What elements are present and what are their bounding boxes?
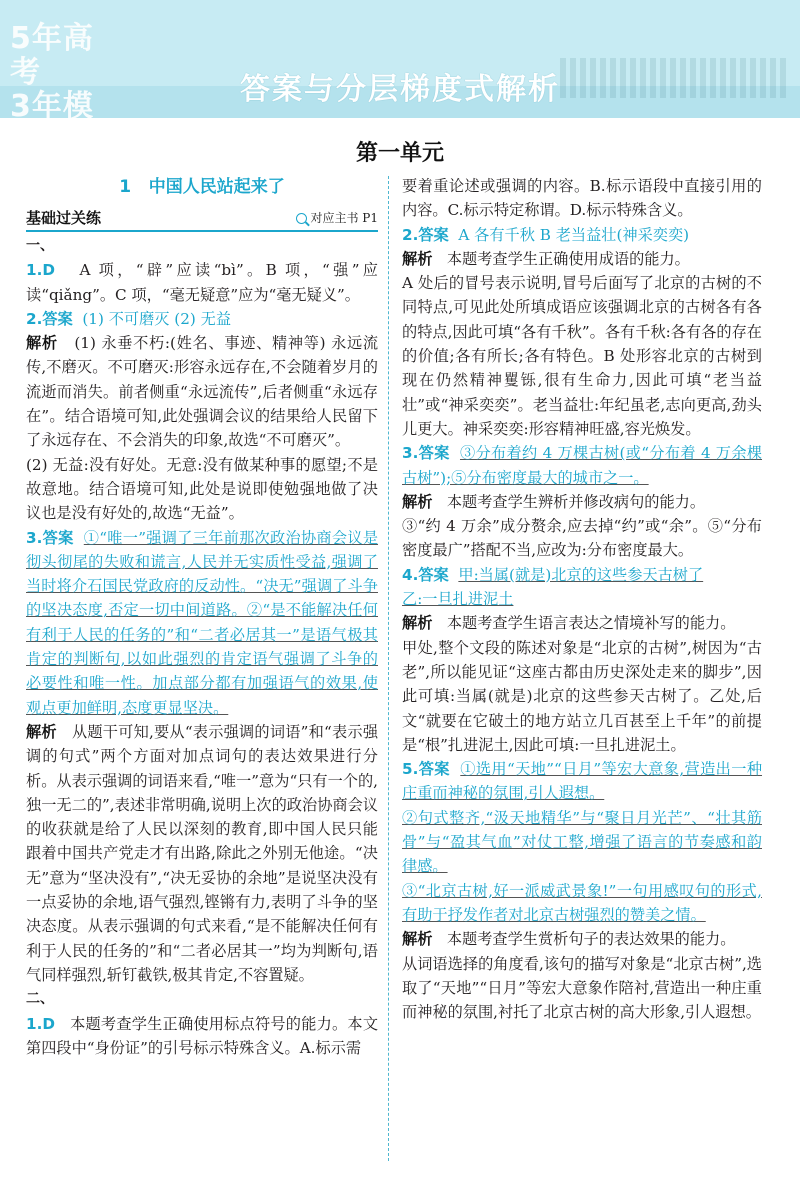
analysis-label: 解析 — [26, 334, 58, 353]
magnifier-icon — [296, 213, 307, 224]
unit-title: 第一单元 — [355, 141, 444, 166]
r-question-3-analysis-body: ③“约 4 万余”成分赘余,应去掉“约”或“余”。⑤“分布密度最广”搭配不当,应改为:分布密度最大。 — [402, 517, 762, 560]
analysis-label: 解析 — [26, 722, 57, 741]
answer-label: 答案 — [42, 309, 73, 328]
answer-text-1: ①选用“天地”“日月”等宏大意象,营造出一种庄重而神秘的氛围,引人遐想。 — [402, 760, 763, 803]
part-one-label: 一、 — [26, 238, 54, 254]
section-header — [26, 206, 378, 232]
lesson-name: 中国人民站起来了 — [148, 177, 285, 197]
question-3-analysis — [26, 720, 378, 987]
answer-label: 答案 — [418, 760, 450, 779]
answer-text: ①“唯一”强调了三年前那次政治协商会议是彻头彻尾的失败和谎言,人民并无实质性受益,强调了当时将介石国民党政府的反动性。“决无”强调了斗争的坚决态度,否定一切中间道路。②“是不能解决任何有利于人民的任务的”和“二者必居其一”是语气极其肯定的判断句,以如此强烈的肯定语气强调了斗争的必要性和唯一性。加点部分都有加强语气的效果,使观点更加鲜明,态度更显坚决。 — [26, 528, 379, 717]
question-1: 1.D A 项，“辟”应读“bì”。B 项，“强”应读“qiǎng”。C 项，“毫无疑意”应为“毫无疑义”。 — [26, 261, 378, 304]
analysis-intro: 本题考查学生语言表达之情境补写的能力。 — [446, 614, 736, 633]
answer-label: 答案 — [418, 565, 449, 584]
analysis-text: 从题干可知,要从“表示强调的词语”和“表示强调的句式”两个方面对加点词句的表达效果进行分析。从表示强调的词语来看,“唯一”意为“只有一个的,独一无二的”,表述非常明确,说明上次的政治协商会议的收获就是给了人民以深刻的教育,即中国人民只能跟着中国共产党走才有出路,除此之外别无他途。“决无”意为“坚决没有”,“决无妥协的余地”是说坚决没有一点妥协的余地,语气强烈,铿锵有力,表明了斗争的坚决态度。从表示强调的句式来看,“是不能解决任何有利于人民的任务的”和“二者必居其一”均为判断句,语气同样强烈,斩钉截铁,极其肯定,不容置疑。 — [26, 722, 379, 984]
r-question-4-analysis — [402, 611, 762, 635]
question-2-answer: 2.答案 (1) 不可磨灭 (2) 无益 — [26, 309, 232, 328]
answer-label: 答案 — [418, 444, 450, 463]
analysis-label: 解析 — [402, 492, 433, 511]
analysis-intro: 本题考查学生辨析并修改病句的能力。 — [446, 492, 706, 511]
explanation-text: A 项，“辟”应读“bì”。B 项，“强”应读“qiǎng”。C 项，“毫无疑意”应为“毫无疑义”。 — [26, 261, 378, 304]
answer-label: 答案 — [418, 225, 449, 244]
answer-letter: D — [42, 261, 55, 280]
r-question-5-answer-3 — [402, 879, 762, 928]
explanation-text: 本题考查学生正确使用标点符号的能力。本文第四段中“身份证”的引号标示特殊含义。A.标示需 — [26, 1014, 378, 1057]
r-question-4-analysis-body: 甲处,整个文段的陈述对象是“北京的古树”,树因为“古老”,所以能见证“这座古都由历史深处走来的脚步”,因此可填:当属(就是)北京的这些参天古树了。乙处,后文“就要在它破土的地方站立几百甚至上千年”的前提是“根”扎进泥土,因此可填:一旦扎进泥土。 — [402, 638, 762, 754]
question-2-1: 1.D 本题考查学生正确使用标点符号的能力。本文第四段中“身份证”的引号标示特殊含义。A.标示需 — [26, 1014, 378, 1057]
r-question-5-analysis — [402, 927, 762, 951]
answer-text-3: ③“北京古树,好一派威武景象!”一句用感叹句的形式,有助于抒发作者对北京古树强烈的赞美之情。 — [402, 881, 762, 924]
question-2-analysis — [26, 331, 378, 452]
right-column — [402, 174, 762, 1024]
answer-text: A 各有千秋 B 老当益壮(神采奕奕) — [458, 225, 690, 244]
answer-text-b: 乙:一旦扎进泥土 — [402, 590, 514, 609]
analysis-intro: 本题考查学生正确使用成语的能力。 — [446, 249, 690, 268]
r-question-5-answer: 5.答案 ①选用“天地”“日月”等宏大意象,营造出一种庄重而神秘的氛围,引人遐想。 — [402, 760, 763, 803]
answer-letter: D — [42, 1014, 55, 1033]
answer-label: 答案 — [42, 528, 74, 547]
analysis-intro: 本题考查学生赏析句子的表达效果的能力。 — [446, 930, 736, 949]
analysis-label: 解析 — [402, 930, 433, 949]
answer-text: ③分布着约 4 万棵古树(或“分布着 4 万余棵古树”);⑤分布密度最大的城市之一。 — [402, 444, 763, 487]
r-question-2-answer: 2.答案 A 各有千秋 B 老当益壮(神采奕奕) — [402, 225, 690, 244]
r-question-2-analysis-body: A 处后的冒号表示说明,冒号后面写了北京的古树的不同特点,可见此处所填成语应该强调北京的古树各有各的特点,因此可填“各有千秋”。各有千秋:各有各的存在的价值;各有所长;各有特色。B 处形容北京的古树到现在仍然精神矍铄,很有生命力,因此可填“老当益壮”或“神采奕奕”。老当益壮:年纪虽老,志向更高,劲头儿更大。神采奕奕:形容精神旺盛,容光焕发。 — [402, 274, 762, 438]
r-question-3-answer: 3.答案 ③分布着约 4 万棵古树(或“分布着 4 万余棵古树”);⑤分布密度最大的城市之一。 — [402, 444, 763, 487]
section-ref-text: 对应主书 P1 — [310, 210, 378, 225]
analysis-label: 解析 — [402, 249, 433, 268]
answer-text-a: 甲:当属(就是)北京的这些参天古树了 — [458, 565, 704, 584]
section-title: 基础过关练 — [26, 208, 102, 227]
answer-text: (1) 不可磨灭 (2) 无益 — [82, 309, 232, 328]
r-question-5-analysis-body: 从词语选择的角度看,该句的描写对象是“北京古树”,选取了“天地”“日月”等宏大意象作陪衬,营造出一种庄重而神秘的氛围,衬托了北京古树的高大形象,引人遐想。 — [402, 954, 762, 1022]
r-question-2-analysis — [402, 247, 762, 271]
r-question-5-answer-2 — [402, 806, 762, 879]
part-two-label: 二、 — [26, 991, 54, 1008]
lesson-title — [26, 174, 378, 200]
r-question-3-analysis — [402, 490, 762, 514]
section-ref — [296, 206, 378, 230]
question-3-answer: 3.答案 ①“唯一”强调了三年前那次政治协商会议是彻头彻尾的失败和谎言,人民并无实质性受益,强调了当时将介石国民党政府的反动性。“决无”强调了斗争的坚决态度,否定一切中间道路。②“是不能解决任何有利于人民的任务的”和“二者必居其一”是语气极其肯定的判断句,以如此强烈的肯定语气强调了斗争的必要性和唯一性。加点部分都有加强语气的效果,使观点更加鲜明,态度更显坚决。 — [26, 528, 379, 717]
page-title: 答案与分层梯度式解析 — [240, 72, 560, 107]
logo-line2: 3年模拟 — [10, 89, 94, 158]
question-2-analysis-2: (2) 无益:没有好处。无意:没有做某种事的愿望;不是故意地。结合语境可知,此处是说即使勉强地做了决议也是没有好处的,故选“无益”。 — [26, 455, 378, 523]
answer-text-2: ②句式整齐,“汲天地精华”与“聚日月光芒”、“壮其筋骨”与“盈其气血”对仗工整,增强了语言的节奏感和韵律感。 — [402, 808, 762, 876]
analysis-text: (1) 永垂不朽:(姓名、事迹、精神等) 永远流传,不磨灭。不可磨灭:形容永远存在,不会随着岁月的流逝而消失。前者侧重“永远流传”,后者侧重“永远存在”。结合语境可知,此处强调会议的结果给人民留下了永远存在、不会消失的印象,故选“不可磨灭”。 — [26, 334, 379, 450]
r-question-4-answer-b — [402, 587, 762, 611]
logo-line1: 5年高考 — [10, 21, 94, 90]
analysis-label: 解析 — [402, 614, 433, 633]
continued-text: 要着重论述或强调的内容。B.标示语段中直接引用的内容。C.标示特定称谓。D.标示特殊含义。 — [402, 177, 762, 220]
r-question-4-answer: 4.答案 甲:当属(就是)北京的这些参天古树了 — [402, 565, 704, 584]
left-column — [26, 174, 378, 1060]
column-divider — [388, 176, 389, 1161]
lesson-number: 1 — [119, 177, 132, 197]
